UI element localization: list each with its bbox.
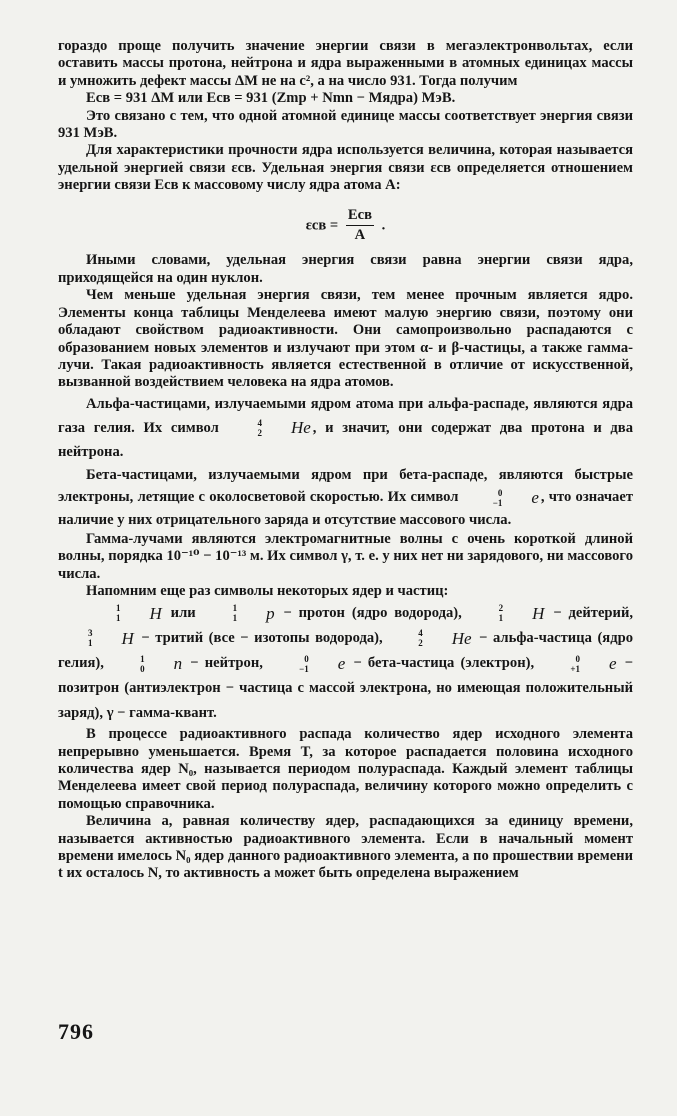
paragraph-beta (58, 464, 633, 531)
neutron-nuclide (112, 651, 182, 676)
h2-charge: 1 (498, 613, 504, 624)
binding-energy-formula: Eсв = 931 ΔM или Eсв = 931 (Zmp + Nmn − Mядра) МэВ. (86, 90, 456, 107)
alpha-label: − альфа-частица (ядро гелия), (58, 629, 633, 671)
paragraph-symbol-list: 1 1 H или 1 1 p − протон (ядро водорода), 2 1 H − дейтерий, 3 1 H − тритий (все − изотопы водорода), 4 2 He − альфа-частица (ядро гелия), 1 0 n − нейтрон, 0 −1 e − бета-частица (электрон), 0 +1 e − позитрон (антиэлектрон − частица с массой электрона, но имеющая положительный заряд), γ − гамма-квант. (58, 601, 633, 726)
h2-symbol: H (532, 603, 545, 623)
proton-nuclide (205, 601, 275, 626)
paragraph-activity: Величина a, равная количеству ядер, распадающихся за единицу времени, называется активностью радиоактивного элемента. Если в начальный момент времени имелось N₀ ядер данного радиоактивного элемента, а по прошествии времени t их осталось N, то активность a может быть определена выражением (58, 813, 633, 882)
electron-charge: −1 (492, 498, 503, 509)
beta-charge: −1 (299, 663, 309, 674)
alpha-text-b: , и значит, они содержат два протона и два нейтрона. (58, 419, 633, 461)
equation-lhs: εсв = (305, 216, 339, 233)
page-number: 796 (58, 1019, 94, 1044)
n-charge: 0 (140, 663, 145, 674)
equation-denominator: A (354, 227, 366, 244)
alpha-text-a: Альфа-частицами, излучаемыми ядром атома при альфа-распаде, являются ядра газа гелия. Их символ (58, 395, 633, 436)
paragraph-alpha (58, 392, 633, 465)
positron-nuclide (542, 651, 616, 676)
helium-mass: 4 (257, 418, 262, 429)
deuterium-nuclide (471, 601, 545, 626)
equation-tail: . (381, 216, 386, 233)
h3-symbol: H (121, 628, 134, 648)
equation-numerator: Eсв (346, 207, 374, 226)
paragraph-amu: Это связано с тем, что одной атомной единице массы соответствует энергия связи 931 МэВ. (58, 107, 633, 142)
electron-symbol: e (531, 488, 539, 508)
h1-symbol: H (149, 603, 162, 623)
alpha-charge: 2 (418, 638, 423, 649)
paragraph-per-nucleon: Иными словами, удельная энергия связи равна энергии связи ядра, приходящейся на один нуклон. (58, 252, 633, 286)
h1-charge: 1 (116, 613, 121, 624)
h1-mass: 1 (116, 603, 121, 614)
positron-mass: 0 (575, 653, 580, 664)
beta-text-b: , что означает наличие у них отрицательного заряда и отсутствие массового числа. (58, 489, 634, 529)
positron-charge: +1 (570, 663, 580, 674)
beta-symbol: e (337, 654, 346, 674)
helium-nuclide (229, 416, 310, 440)
helium-symbol: He (290, 418, 311, 438)
h3-charge: 1 (88, 638, 93, 649)
beta-nuclide (271, 651, 345, 676)
paragraph-radioactivity: Чем меньше удельная энергия связи, тем менее прочным является ядро. Элементы конца таблицы Менделеева имеют малую энергию связи, поэтому они обладают свойством радиоактивности. Они самопроизвольно распадаются с образованием новых элементов и излучают при этом α- и β-частицы, а также гамма-лучи. Такая радиоактивность является естественной в отличие от искусственной, вызванной воздействием человека на ядра атомов. (58, 287, 633, 391)
specific-energy-equation (58, 207, 633, 245)
beta-label: − бета-частица (электрон), (347, 654, 535, 671)
paragraph-gamma: Гамма-лучами являются электромагнитные волны с очень короткой длиной волны, порядка 10⁻¹⁰ − 10⁻¹³ м. Их символ γ, т. е. у них нет ни зарядового, ни массового числа. (58, 531, 633, 582)
tritium-nuclide (60, 626, 134, 651)
beta-text-a: Бета-частицами, излучаемыми ядром при бета-распаде, являются быстрые электроны, летящие с околосветовой скоростью. Их символ (58, 467, 633, 506)
n-symbol: n (173, 654, 183, 674)
alpha-mass: 4 (418, 628, 423, 639)
electron-mass: 0 (497, 488, 503, 499)
neutron-label: − нейтрон, (184, 654, 263, 671)
p-symbol: p (266, 603, 275, 623)
alpha-nuclide (390, 626, 471, 651)
paragraph-half-life: В процессе радиоактивного распада количество ядер исходного элемента непрерывно уменьшается. Время T, за которое распадается половина исходного количества ядер N₀, называется периодом полураспада. Каждый элемент таблицы Менделеева имеет свой период полураспада, величину которого можно определить с помощью справочника. (58, 726, 633, 812)
alpha-symbol: He (451, 628, 472, 648)
h2-mass: 2 (498, 603, 504, 614)
beta-mass: 0 (304, 653, 309, 664)
hydrogen-1-nuclide (88, 601, 162, 626)
electron-nuclide (465, 487, 539, 509)
paragraph-specific-energy: Для характеристики прочности ядра используется величина, которая называется удельной энергией связи εсв. Удельная энергия связи εсв определяется отношением энергии связи Eсв к массовому числу ядра атома A: (58, 142, 633, 194)
equation-fraction (346, 207, 374, 245)
positron-label: − позитрон (антиэлектрон − частица с массой электрона, но имеющая положительный заряд), γ − гамма-квант. (58, 654, 634, 722)
paragraph-mass-defect: гораздо проще получить значение энергии связи в мегаэлектронвольтах, если оставить массы протона, нейтрона и ядра выраженными в атомных единицах массы и умножить дефект массы ΔM не на c², а на число 931. Тогда получим (58, 38, 633, 89)
or-word: или (170, 604, 196, 621)
page-body (58, 38, 633, 883)
p-charge: 1 (232, 613, 238, 624)
positron-symbol: e (608, 654, 617, 674)
helium-charge: 2 (257, 428, 262, 439)
h3-mass: 3 (88, 628, 93, 639)
paragraph-symbols-intro: Напомним еще раз символы некоторых ядер и частиц: (86, 583, 449, 600)
proton-label: − протон (ядро водорода), (276, 604, 462, 621)
n-mass: 1 (140, 653, 145, 664)
p-mass: 1 (232, 603, 238, 614)
deuterium-label: − дейтерий, (546, 604, 634, 621)
tritium-label: тритий (все − изотопы водорода), (155, 629, 383, 646)
